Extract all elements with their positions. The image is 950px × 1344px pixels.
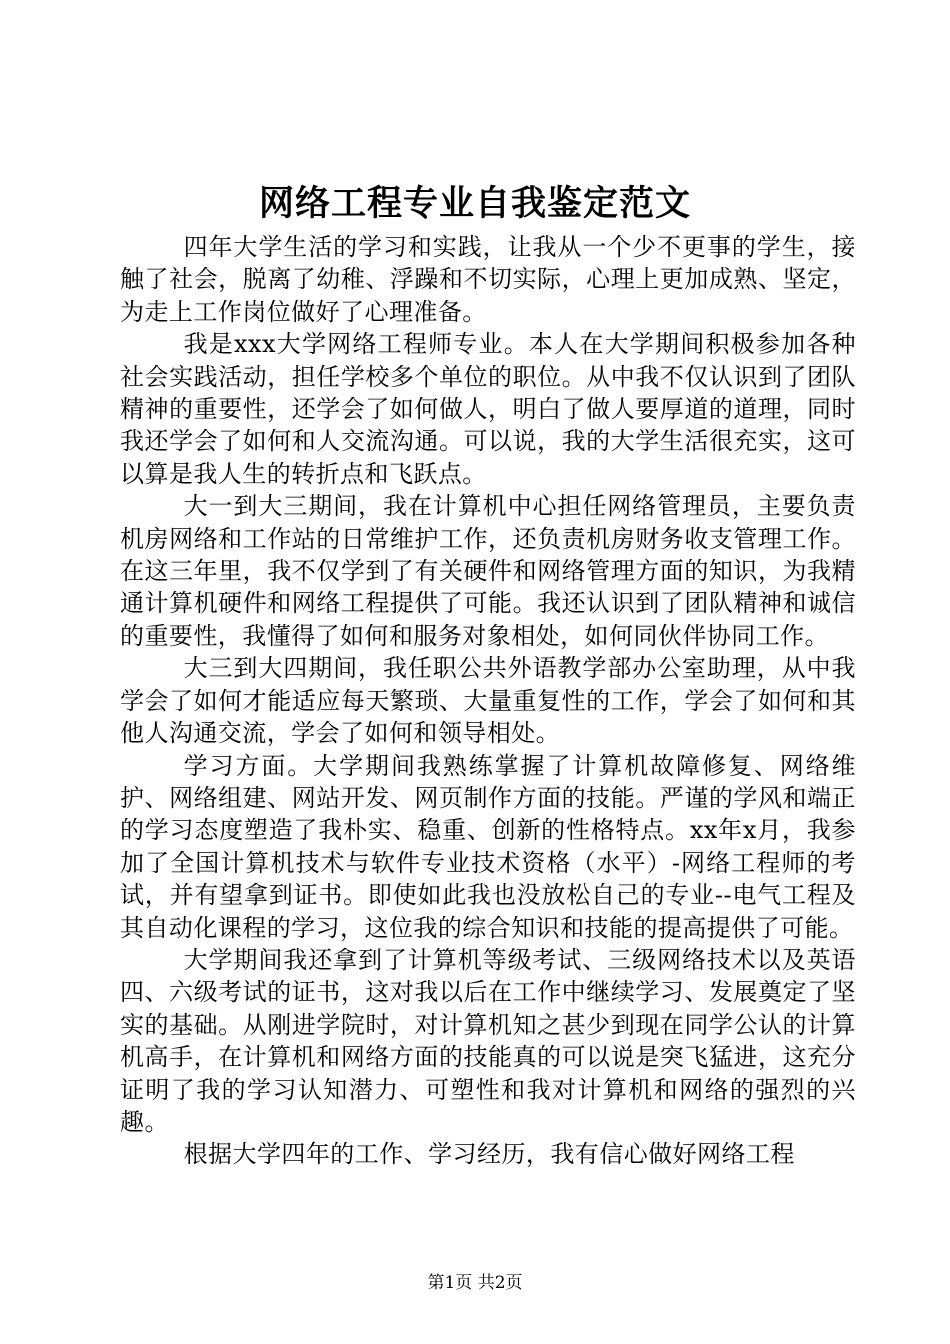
paragraph: 大三到大四期间，我任职公共外语教学部办公室助理，从中我学会了如何才能适应每天繁琐、大量重复性的工作，学会了如何和其他人沟通交流，学会了如何和领导相处。 — [120, 654, 856, 748]
paragraph: 根据大学四年的工作、学习经历，我有信心做好网络工程 — [183, 1140, 795, 1169]
paragraph: 四年大学生活的学习和实践，让我从一个少不更事的学生，接触了社会，脱离了幼稚、浮躁和不切实际，心理上更加成熟、坚定，为走上工作岗位做好了心理准备。 — [120, 233, 856, 326]
paragraph: 大学期间我还拿到了计算机等级考试、三级网络技术以及英语四、六级考试的证书，这对我以后在工作中继续学习、发展奠定了坚实的基础。从刚进学院时，对计算机知之甚少到现在同学公认的计算机高手，在计算机和网络方面的技能真的可以说是突飞猛进，这充分证明了我的学习认知潜力、可塑性和我对计算机和网络的强烈的兴趣。 — [120, 945, 856, 1136]
paragraph: 大一到大三期间，我在计算机中心担任网络管理员，主要负责机房网络和工作站的日常维护工作，还负责机房财务收支管理工作。在这三年里，我不仅学到了有关硬件和网络管理方面的知识，为我精通计算机硬件和网络工程提供了可能。我还认识到了团队精神和诚信的重要性，我懂得了如何和服务对象相处，如何同伙伴协同工作。 — [120, 492, 856, 650]
page-number-footer: 第1页 共2页 — [427, 1273, 523, 1293]
document-title: 网络工程专业自我鉴定范文 — [258, 183, 691, 224]
document-body — [120, 231, 856, 1171]
paragraph: 我是xxx大学网络工程师专业。本人在大学期间积极参加各种社会实践活动，担任学校多个单位的职位。从中我不仅认识到了团队精神的重要性，还学会了如何做人，明白了做人要厚道的道理，同时我还学会了如何和人交流沟通。可以说，我的大学生活很充实，这可以算是我人生的转折点和飞跃点。 — [120, 330, 856, 488]
paragraph: 学习方面。大学期间我熟练掌握了计算机故障修复、网络维护、网络组建、网站开发、网页制作方面的技能。严谨的学风和端正的学习态度塑造了我朴实、稳重、创新的性格特点。xx年x月，我参加了全国计算机技术与软件专业技术资格（水平）-网络工程师的考试，并有望拿到证书。即使如此我也没放松自己的专业--电气工程及其自动化课程的学习，这位我的综合知识和技能的提高提供了可能。 — [120, 751, 856, 942]
